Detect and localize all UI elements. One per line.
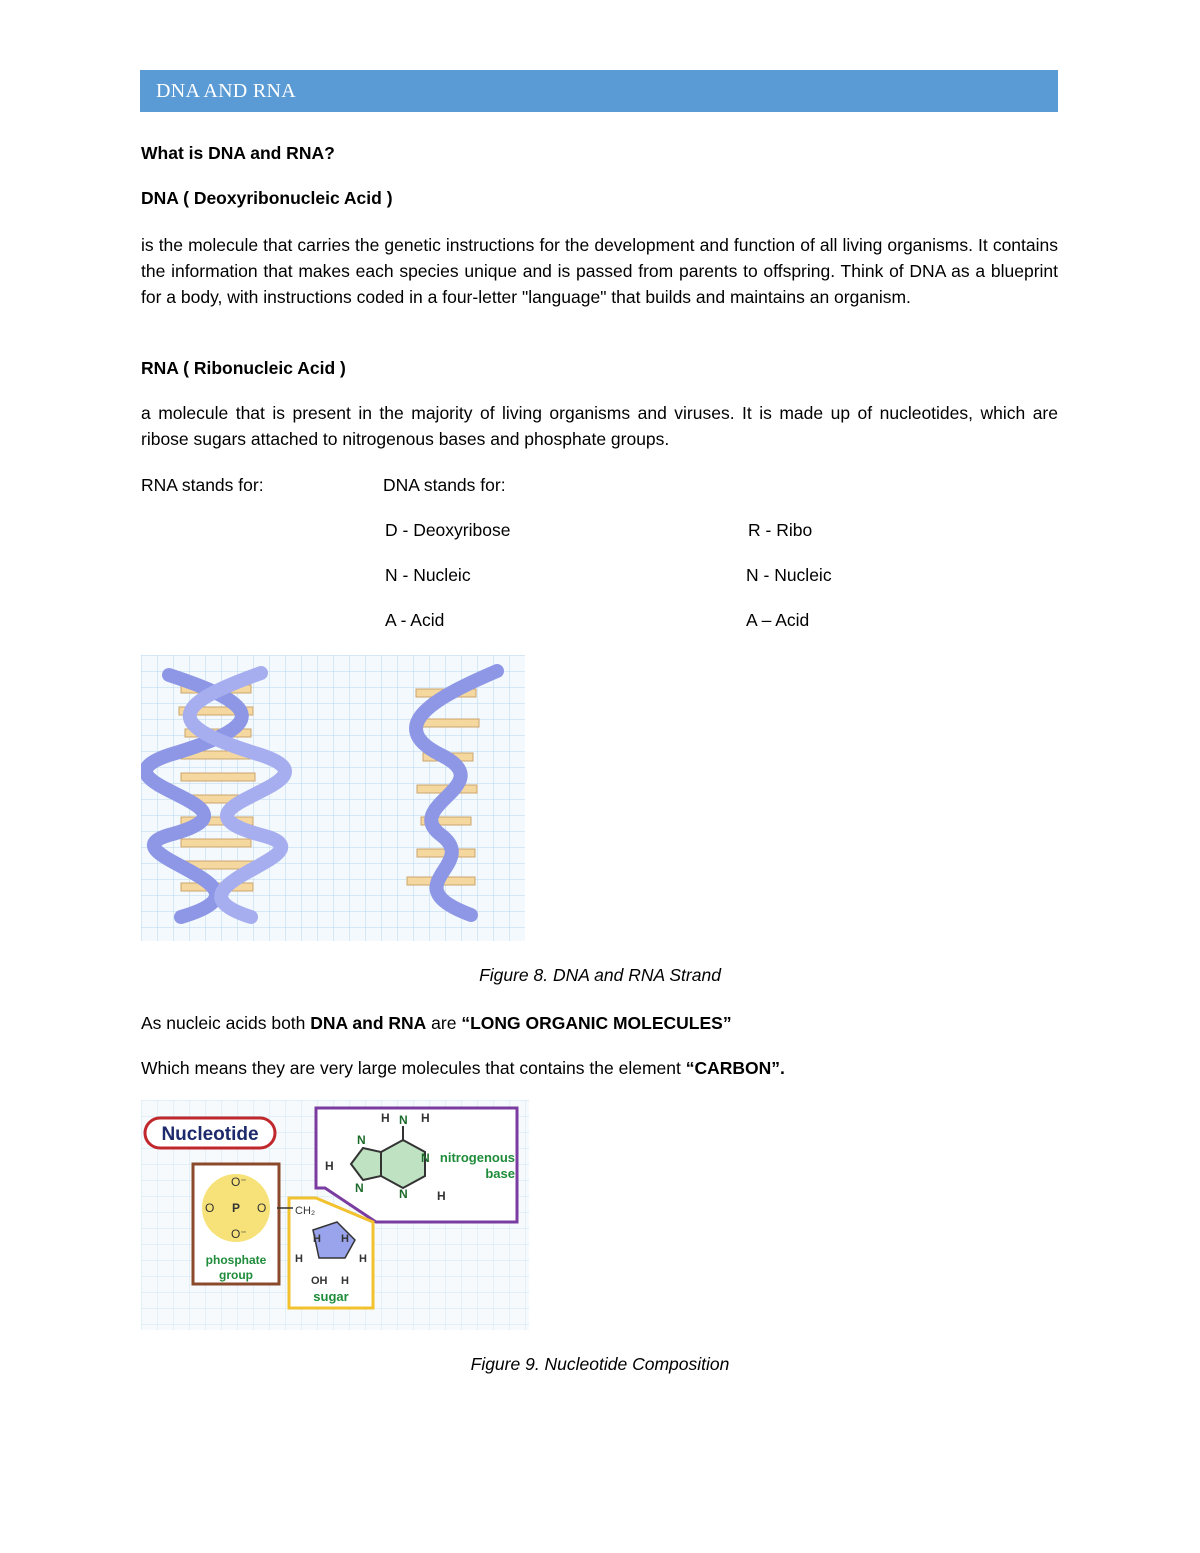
sugar-h-label: H [341,1233,349,1245]
rna-stands-label: RNA stands for: [141,475,264,495]
phosphate-label-2: group [219,1268,253,1282]
ring-h-label: H [437,1189,446,1203]
sugar-oh-label: OH [311,1275,328,1287]
sugar-h-label: H [313,1233,321,1245]
phosphate-p: P [232,1201,241,1215]
nucleic-sentence-2 [141,1055,785,1081]
amine-n-label: N [399,1113,408,1127]
ring-n-label: N [357,1133,366,1147]
acronym-col2-item: N - Nucleic [746,565,832,585]
phosphate-o: O [257,1201,267,1215]
acronym-col1-item: A - Acid [385,610,445,630]
rna-body: a molecule that is present in the majority of living organisms and viruses. It is made up of nucleotides, which are ribose sugars attached to nitrogenous bases and phosphate groups. [141,403,1058,449]
intro-question: What is DNA and RNA? [141,143,335,163]
phosphate-o-minus: O⁻ [231,1227,247,1241]
sugar-label: sugar [313,1289,349,1304]
amine-h-label: H [421,1111,430,1125]
ch2-label: CH₂ [295,1205,316,1217]
nucleic-s1-bold1: DNA and RNA [310,1013,427,1033]
sugar-h-label: H [295,1253,303,1265]
ring-n-label: N [355,1181,364,1195]
amine-h-label: H [381,1111,390,1125]
nucleic-s2-bold: “CARBON”. [685,1058,785,1078]
acronym-col2-item: A – Acid [746,610,810,630]
nucleotide-title: Nucleotide [161,1124,259,1145]
phosphate-o-minus: O⁻ [231,1175,247,1189]
nucleic-s1-pre: As nucleic acids both [141,1013,311,1033]
nucleic-s2-pre: Which means they are very large molecules that contains the element [141,1058,686,1078]
phosphate-o: O [205,1201,215,1215]
figure9-caption: Figure 9. Nucleotide Composition [470,1354,730,1374]
dna-rna-strand-figure [141,655,525,941]
sugar-h-label: H [359,1253,367,1265]
nucleic-s1-bold2: “LONG ORGANIC MOLECULES” [461,1013,732,1033]
ring-h-label: H [325,1159,334,1173]
acronym-col1-item: D - Deoxyribose [385,520,511,540]
dna-stands-label: DNA stands for: [383,475,506,495]
page-title: DNA AND RNA [156,80,296,102]
dna-heading: DNA ( Deoxyribonucleic Acid ) [141,188,393,208]
ring-n-label: N [399,1187,408,1201]
rna-heading: RNA ( Ribonucleic Acid ) [141,358,346,378]
header-bar [140,70,1058,112]
nucleic-sentence-1 [141,1010,732,1036]
acronym-col1-item: N - Nucleic [385,565,471,585]
dna-body: is the molecule that carries the genetic instructions for the development and function of all living organisms. It contains the information that makes each species unique and is passed from parents to offspring. Think of DNA as a blueprint for a body, with instructions coded in a four-letter "language" that builds and maintains an organism. [141,235,1058,307]
sugar-h-label: H [341,1275,349,1287]
ring-n-label: N [421,1151,430,1165]
figure8-caption: Figure 8. DNA and RNA Strand [479,965,721,985]
nitrogenous-base-label-2: base [485,1166,515,1181]
nucleic-s1-mid: are [426,1013,462,1033]
nitrogenous-base-label-1: nitrogenous [439,1150,515,1165]
nucleotide-figure [141,1100,529,1330]
acronym-col2-item: R - Ribo [748,520,813,540]
phosphate-label-1: phosphate [205,1253,267,1267]
